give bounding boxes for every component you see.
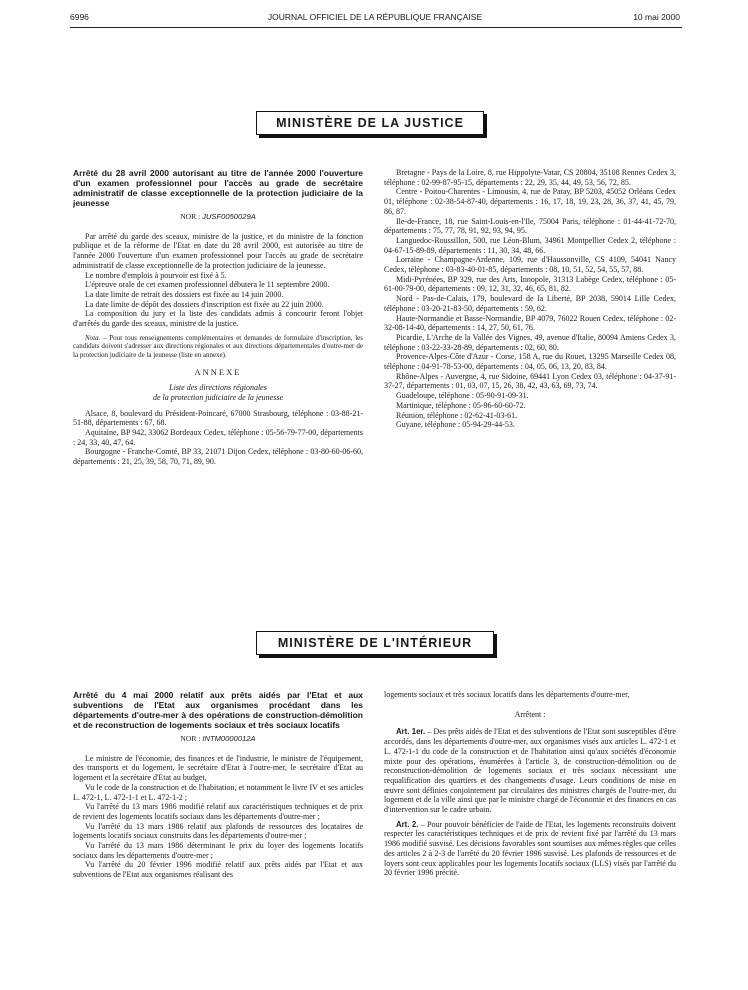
page-number: 6996	[70, 12, 89, 22]
list-item: Languedoc-Roussillon, 500, rue Léon-Blum, 34961 Montpellier Cedex 2, téléphone : 04-67-15-89-89, départements : 11, 30, 34, 48, 66.	[384, 235, 676, 255]
ministry-heading-justice: MINISTÈRE DE LA JUSTICE	[256, 111, 484, 135]
list-item: Aquitaine, BP 942, 33062 Bordeaux Cedex, téléphone : 05-56-79-77-00, départements : 24, 33, 40, 47, 64.	[73, 428, 363, 447]
list-item: Martinique, téléphone : 05-96-60-60-72.	[396, 400, 526, 410]
nota-note: Nota. – Pour tous renseignements complémentaires et demandes de formulaire d'inscription, les candidats doivent s'adresser aux directions régionales et aux directions départementales d'outre-mer de la protection judiciaire de la jeunesse (liste en annexe).	[73, 333, 363, 359]
header-rule	[70, 27, 682, 28]
paragraph: Le nombre d'emplois à pourvoir est fixé à 5.	[85, 270, 227, 280]
nor-reference: NOR : JUSF0050029A	[180, 212, 256, 221]
list-item: Réunion, téléphone : 02-62-41-03-61.	[396, 410, 518, 420]
paragraph: Vu l'arrêté du 13 mars 1986 relatif aux plafonds de ressources des locataires de logements locatifs sociaux construits dans les départements d'outre-mer ;	[73, 821, 363, 841]
list-item: Rhône-Alpes - Auvergne, 4, rue Sidoine, 69441 Lyon Cedex 03, téléphone : 04-37-91-37-27, départements : 01, 03, 07, 15, 26, 38, 42, 43, 63, 69, 73, 74.	[384, 371, 676, 391]
paragraph: Vu le code de la construction et de l'habitation, et notamment le livre IV et ses articles L. 472-1, L. 472-1-1 et L. 472-1-2 ;	[73, 782, 363, 802]
list-item: Alsace, 8, boulevard du Président-Poincaré, 67000 Strasbourg, téléphone : 03-88-21-51-88, départements : 67, 68.	[73, 408, 363, 428]
ministry-heading-interieur: MINISTÈRE DE L'INTÉRIEUR	[256, 631, 494, 655]
interieur-right-column	[384, 690, 676, 878]
list-item: Bourgogne - Franche-Comté, BP 33, 21071 Dijon Cedex, téléphone : 03-80-60-06-60, départements : 21, 25, 39, 58, 70, 71, 89, 90.	[73, 447, 363, 467]
list-item: Guadeloupe, téléphone : 05-90-91-09-31.	[396, 391, 529, 401]
list-item: Ile-de-France, 18, rue Saint-Louis-en-l'Ile, 75004 Paris, téléphone : 01-44-41-72-70, départements : 75, 77, 78, 91, 92, 93, 94, 95.	[384, 216, 676, 236]
paragraph: La composition du jury et la liste des candidats admis à concourir feront l'objet d'arrêtés du garde des sceaux, ministre de la justice.	[73, 309, 363, 329]
list-item: Lorraine - Champagne-Ardenne, 109, rue d'Haussonville, CS 4109, 54041 Nancy Cedex, téléphone : 03-83-40-01-85, départements : 08, 10, 51, 52, 54, 55, 57, 88.	[384, 255, 676, 275]
list-title: Liste des directions régionales	[169, 383, 267, 393]
list-item: Haute-Normandie et Basse-Normandie, BP 4079, 76022 Rouen Cedex, téléphone : 02-32-08-14-40, départements : 14, 27, 50, 61, 76.	[384, 313, 676, 333]
justice-right-column	[384, 168, 676, 430]
paragraph: Par arrêté du garde des sceaux, ministre de la justice, et du ministre de la fonction publique et de la réforme de l'Etat en date du 28 avril 2000, est autorisée au titre de l'année 2000 l'ouverture d'un examen professionnel pour l'accès au grade de secrétaire administratif de classe exceptionnelle de la protection judiciaire de la jeunesse.	[73, 231, 363, 270]
nor-reference: NOR : INTM0000012A	[180, 734, 256, 743]
justice-left-column	[73, 168, 363, 467]
list-item: Guyane, téléphone : 05-94-29-44-53.	[396, 420, 515, 430]
list-item: Midi-Pyrénées, BP 329, rue des Arts, Innopole, 31313 Labège Cedex, téléphone : 05-61-00-79-00, départements : 09, 12, 31, 32, 46, 65, 81, 82.	[384, 274, 676, 294]
issue-date: 10 mai 2000	[633, 12, 680, 22]
paragraph: logements sociaux et très sociaux locatifs dans les départements d'outre-mer,	[384, 690, 630, 699]
list-item: Nord - Pas-de-Calais, 179, boulevard de la Liberté, BP 2038, 59014 Lille Cedex, téléphone : 03-20-21-83-50, départements : 59, 62.	[384, 294, 676, 313]
paragraph: La date limite de retrait des dossiers est fixée au 14 juin 2000.	[85, 289, 284, 299]
list-item: Picardie, L'Arche de la Vallée des Vignes, 49, avenue d'Italie, 80094 Amiens Cedex 3, téléphone : 03-22-33-28-89, départements : 02, 60, 80.	[384, 332, 676, 352]
arretent-heading: Arrêtent :	[514, 709, 546, 719]
interieur-left-column	[73, 690, 363, 880]
paragraph: Vu l'arrêté du 13 mars 1986 déterminant le prix du loyer des logements locatifs sociaux dans les départements d'outre-mer ;	[73, 841, 363, 860]
paragraph: Vu l'arrêté du 20 février 1996 modifié relatif aux prêts aidés par l'Etat et aux subventions de l'Etat aux organismes réalisant des	[73, 860, 363, 880]
list-item: Provence-Alpes-Côte d'Azur - Corse, 158 A, rue du Rouet, 13295 Marseille Cedex 08, téléphone : 04-91-78-53-00, départements : 04, 05, 06, 13, 20, 83, 84.	[384, 352, 676, 372]
paragraph: La date limite de dépôt des dossiers d'inscription est fixée au 22 juin 2000.	[85, 299, 324, 309]
paragraph: L'épreuve orale de cet examen professionnel débutera le 11 septembre 2000.	[85, 280, 330, 290]
annexe-heading: ANNEXE	[194, 366, 242, 377]
decree-title: Arrêté du 28 avril 2000 autorisant au titre de l'année 2000 l'ouverture d'un examen professionnel pour l'accès au grade de secrétaire administratif de classe exceptionnelle de la protection judiciaire de la jeunesse	[73, 168, 363, 208]
article-2: Art. 2. – Pour pouvoir bénéficier de l'aide de l'Etat, les logements reconstruits doivent respecter les caractéristiques techniques et de prix de revient fixé par l'arrêté du 13 mars 1986 modifié susvisé. Les décisions favorables sont soumises aux mêmes règles que celles des articles 2 à 2-3 de l'arrêté du 20 février 1996 susvisé. Les plafonds de ressources et de loyers sont ceux applicables pour les logements locatifs sociaux (LLS) visés par l'arrêté du 20 février 1996 précité.	[384, 819, 676, 878]
journal-title: JOURNAL OFFICIEL DE LA RÉPUBLIQUE FRANÇAISE	[267, 12, 483, 22]
list-item: Centre - Poitou-Charentes - Limousin, 4, rue de Patay, BP 5203, 45052 Orléans Cedex 01, téléphone : 02-38-54-87-40, départements : 16, 17, 18, 19, 23, 28, 36, 37, 41, 45, 79, 86, 87.	[384, 187, 676, 216]
list-item: Bretagne - Pays de la Loire, 8, rue Hippolyte-Vatar, CS 20804, 35108 Rennes Cedex 3, téléphone : 02-99-87-95-15, départements : 22, 29, 35, 44, 49, 53, 56, 72, 85.	[384, 168, 676, 187]
decree-title: Arrêté du 4 mai 2000 relatif aux prêts aidés par l'Etat et aux subventions de l'Etat aux organismes procédant dans les départements d'outre-mer à des opérations de construction-démolition et de reconstruction de logements sociaux et très sociaux locatifs	[73, 690, 363, 730]
paragraph: Le ministre de l'économie, des finances et de l'industrie, le ministre de l'équipement, des transports et du logement, le secrétaire d'Etat à l'outre-mer, le secrétaire d'Etat au logement et la secrétaire d'Etat au budget,	[73, 753, 363, 783]
paragraph: Vu l'arrêté du 13 mars 1986 modifié relatif aux caractéristiques techniques et de prix de revient des logements locatifs sociaux dans les départements d'outre-mer ;	[73, 802, 363, 821]
list-title: de la protection judiciaire de la jeunesse	[152, 392, 284, 402]
article-1: Art. 1er. – Des prêts aidés de l'Etat et des subventions de l'Etat sont susceptibles d'être accordés, dans les départements d'outre-mer, aux organismes visés aux articles L. 472-1 et L. 472-1-1 du code de la construction et de l'habitation ainsi qu'aux sociétés d'économie mixte pour des opérations, énumérées à l'article 3, de construction-démolition ou de reconstruction-démolition de logements sociaux et très sociaux nécessitant une requalification des quartiers et des changements d'usage. Leurs conditions de mise en œuvre sont définies conjointement par circulaires des ministres chargés de l'outre-mer, du logement et de la ville ainsi que par le ministre chargé de l'économie et des finances en cas d'intervention sur le cadre urbain.	[384, 727, 676, 815]
running-header	[70, 12, 680, 26]
